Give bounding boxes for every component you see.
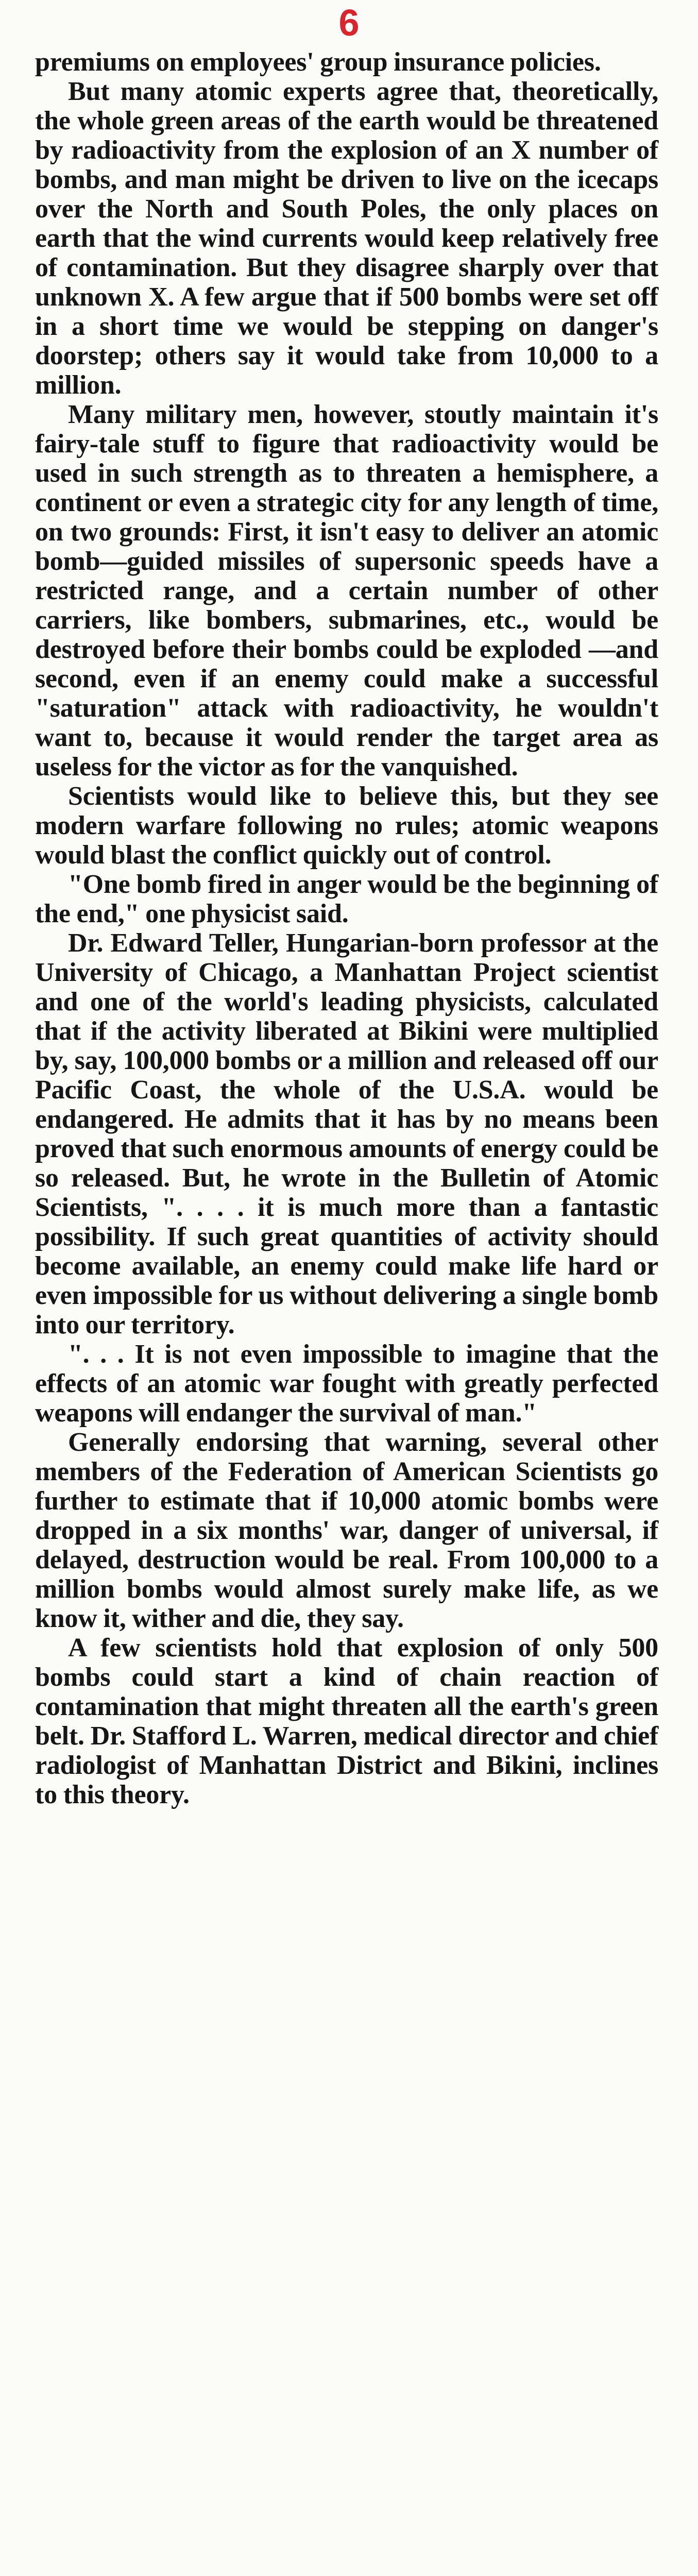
article-paragraph: A few scientists hold that explosion of only 500 bombs could start a kind of chain reaction of contamination that might threaten all the earth's green belt. Dr. Stafford L. Warren, medical director and chief radiologist of Manhattan District and Bikini, inclines to this theory. (35, 1633, 658, 1809)
article-paragraph: But many atomic experts agree that, theoretically, the whole green areas of the earth would be threatened by radioactivity from the explosion of an X number of bombs, and man might be driven to live on the icecaps over the North and South Poles, the only places on earth that the wind currents would keep relatively free of contamination. But they disagree sharply over that unknown X. A few argue that if 500 bombs were set off in a short time we would be stepping on danger's doorstep; others say it would take from 10,000 to a million. (35, 77, 658, 400)
article-paragraph: premiums on employees' group insurance policies. (35, 47, 601, 77)
article-paragraph: Dr. Edward Teller, Hungarian-born professor at the University of Chicago, a Manhattan Project scientist and one of the world's leading physicists, calculated that if the activity liberated at Bikini were multiplied by, say, 100,000 bombs or a million and released off our Pacific Coast, the whole of the U.S.A. would be endangered. He admits that it has by no means been proved that such enormous amounts of energy could be so released. But, he wrote in the Bulletin of Atomic Scientists, ". . . . it is much more than a fantastic possibility. If such great quantities of activity should become available, an enemy could make life hard or even impossible for us without delivering a single bomb into our territory. (35, 928, 658, 1340)
article-body (35, 47, 658, 1809)
article-paragraph: ". . . It is not even impossible to imagine that the effects of an atomic war fought with greatly perfected weapons will endanger the survival of man." (35, 1340, 658, 1428)
page-number: 6 (338, 3, 360, 44)
article-paragraph: Many military men, however, stoutly maintain it's fairy-tale stuff to figure that radioactivity would be used in such strength as to threaten a hemisphere, a continent or even a strategic city for any length of time, on two grounds: First, it isn't easy to deliver an atomic bomb—guided missiles of supersonic speeds have a restricted range, and a certain number of other carriers, like bombers, submarines, etc., would be destroyed before their bombs could be exploded —and second, even if an enemy could make a successful "saturation" attack with radioactivity, he wouldn't want to, because it would render the target area as useless for the victor as for the vanquished. (35, 400, 658, 782)
article-paragraph: Scientists would like to believe this, but they see modern warfare following no rules; atomic weapons would blast the conflict quickly out of control. (35, 782, 658, 870)
article-paragraph: Generally endorsing that warning, several other members of the Federation of American Scientists go further to estimate that if 10,000 atomic bombs were dropped in a six months' war, danger of universal, if delayed, destruction would be real. From 100,000 to a million bombs would almost surely make life, as we know it, wither and die, they say. (35, 1428, 658, 1633)
article-paragraph: "One bomb fired in anger would be the beginning of the end," one physicist said. (35, 870, 658, 928)
